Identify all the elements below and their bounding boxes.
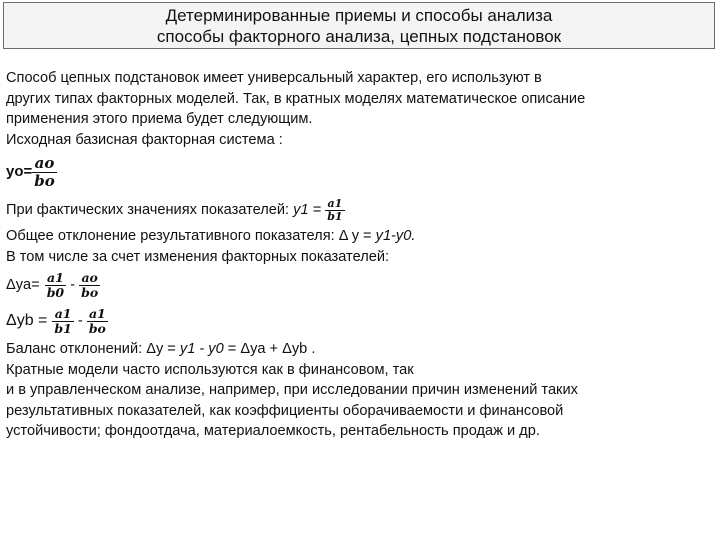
actual-values-eq: = xyxy=(308,202,326,218)
paragraph-2-line-4: устойчивости; фондоотдача, материалоемкость, рентабельность продаж и др. xyxy=(6,423,540,439)
paragraph-2-line-1: Кратные модели часто используются как в финансовом, так xyxy=(6,361,414,378)
actual-fraction xyxy=(325,198,344,223)
slide-title xyxy=(3,2,715,49)
base-formula-label: yo= xyxy=(6,163,33,181)
title-line-1: Детерминированные приемы и способы анализа xyxy=(165,6,553,25)
delta-yb-f1-numerator: а1 xyxy=(52,307,73,322)
delta-ya-fraction-2 xyxy=(79,271,100,300)
delta-ya-fraction-1 xyxy=(45,271,66,300)
base-fraction-denominator: bo xyxy=(34,171,55,190)
paragraph-1-line-2: других типах факторных моделей. Так, в кратных моделях математическое описание xyxy=(6,90,586,107)
delta-yb-f2-numerator: а1 xyxy=(87,307,108,322)
paragraph-1-line-4: Исходная базисная факторная система : xyxy=(6,131,283,148)
balance-line xyxy=(6,339,710,360)
total-deviation-expr: у1-у0. xyxy=(375,228,416,244)
actual-values-var: y1 xyxy=(293,202,309,218)
delta-ya-f1-denominator: b0 xyxy=(46,284,65,300)
paragraph-2-line-2: и в управленческом анализе, например, при исследовании причин изменений таких xyxy=(6,382,578,398)
paragraph-1-line-1: Способ цепных подстановок имеет универсальный характер, его используют в xyxy=(6,70,542,86)
balance-rest: = Δya + Δyb . xyxy=(223,341,316,357)
factors-intro-line: В том числе за счет изменения факторных показателей: xyxy=(6,248,390,265)
balance-expr: y1 - y0 xyxy=(179,341,224,357)
delta-yb-fraction-2 xyxy=(87,307,108,336)
paragraph-1-line-3: применения этого приема будет следующим. xyxy=(6,111,313,127)
actual-values-text: При фактических значениях показателей: xyxy=(6,202,294,218)
delta-yb-f2-denominator: bo xyxy=(88,320,106,336)
delta-ya-f2-denominator: bo xyxy=(81,284,99,300)
base-fraction xyxy=(32,155,57,190)
delta-yb-minus: - xyxy=(73,313,87,329)
delta-ya-f1-numerator: а1 xyxy=(45,271,66,286)
slide-body xyxy=(6,68,710,442)
actual-fraction-numerator: а1 xyxy=(325,198,344,211)
base-formula xyxy=(6,150,710,194)
paragraph-2-line-3: результативных показателей, как коэффициенты оборачиваемости и финансовой xyxy=(6,402,564,419)
delta-yb-formula xyxy=(6,303,710,339)
delta-ya-minus: - xyxy=(66,277,80,293)
actual-fraction-denominator: b1 xyxy=(327,209,343,223)
delta-ya-label: Δya= xyxy=(6,277,40,293)
delta-ya-formula xyxy=(6,267,710,303)
total-deviation-text: Общее отклонение результативного показателя: Δ у = xyxy=(6,228,376,244)
delta-yb-f1-denominator: b1 xyxy=(54,320,72,336)
delta-yb-label: Δyb = xyxy=(6,312,48,329)
delta-ya-f2-numerator: ao xyxy=(79,271,100,286)
total-deviation-line xyxy=(6,226,710,247)
base-fraction-numerator: ao xyxy=(32,155,57,173)
title-line-2: способы факторного анализа, цепных подстановок xyxy=(156,27,562,46)
actual-values-formula xyxy=(6,194,710,226)
delta-yb-fraction-1 xyxy=(52,307,73,336)
balance-text: Баланс отклонений: Δу = xyxy=(6,341,180,357)
